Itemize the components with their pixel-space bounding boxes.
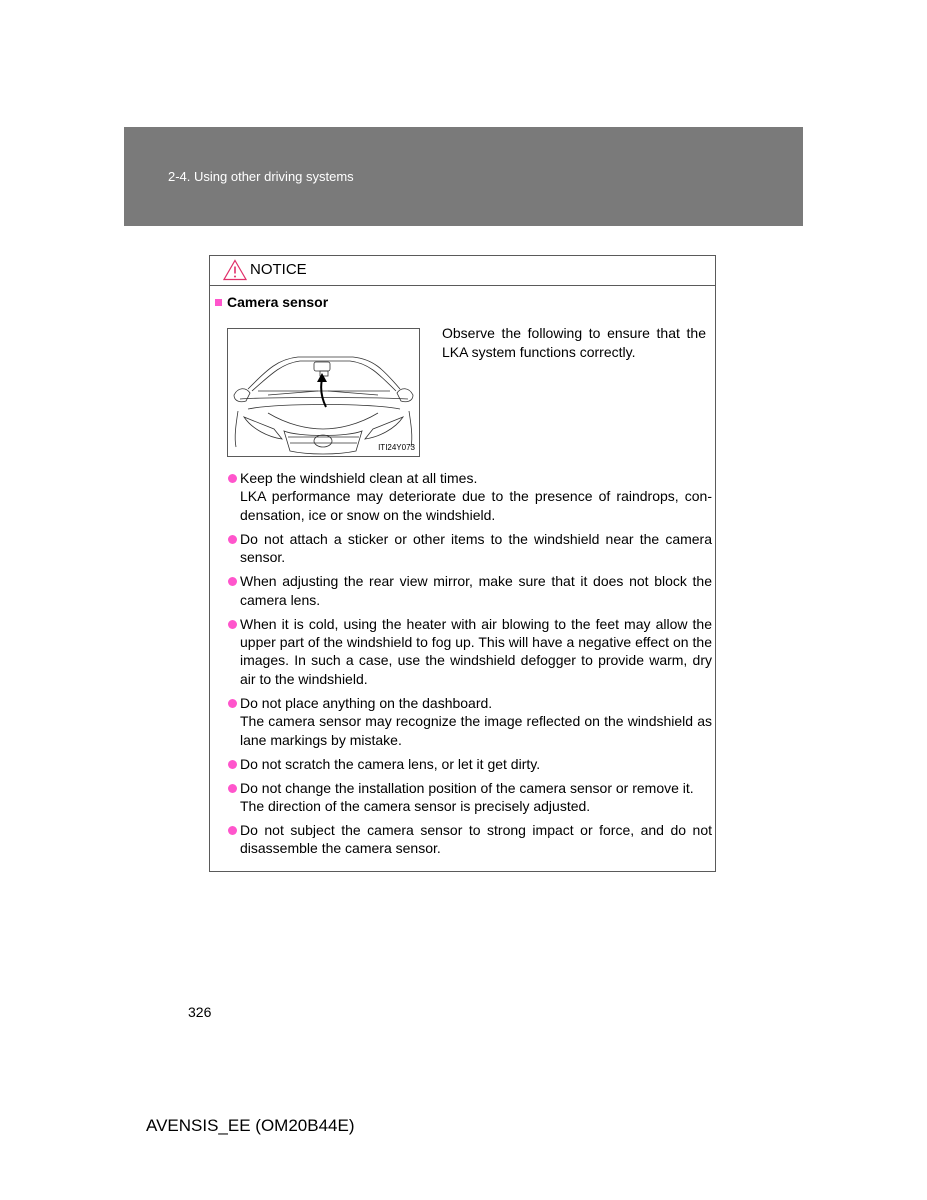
square-bullet-icon [215, 299, 222, 306]
bullet-dot-icon [228, 760, 237, 769]
bullet-dot-icon [228, 620, 237, 629]
list-item: Do not attach a sticker or other items to the windshield near the camera sensor. [227, 530, 712, 567]
list-item: When it is cold, using the heater with air blowing to the feet may allow the upper part of the windshield to fog up. This will have a negative effect on the images. In such a case, use the windshield defogger to provide warm, dry air to the windshield. [227, 615, 712, 689]
list-item: When adjusting the rear view mirror, make sure that it does not block the camera lens. [227, 572, 712, 609]
list-item: Do not subject the camera sensor to strong impact or force, and do not disassemble the camera sensor. [227, 821, 712, 858]
warning-icon [223, 259, 247, 281]
list-item: Do not scratch the camera lens, or let it get dirty. [227, 755, 712, 773]
notice-box [209, 255, 716, 872]
precaution-list [227, 469, 712, 863]
bullet-dot-icon [228, 535, 237, 544]
list-item: Keep the windshield clean at all times. LKA performance may deteriorate due to the presence of raindrops, con-densation, ice or snow on the windshield. [227, 469, 712, 524]
camera-sensor-illustration [227, 328, 420, 457]
subsection-heading-text: Camera sensor [227, 294, 329, 310]
car-windshield-drawing [228, 329, 419, 456]
notice-label: NOTICE [250, 261, 307, 278]
section-header-band [124, 127, 803, 226]
list-item: Do not change the installation position of the camera sensor or remove it. The direction of the camera sensor is precisely adjusted. [227, 779, 712, 816]
intro-paragraph: Observe the following to ensure that the LKA system functions correctly. [442, 325, 706, 360]
bullet-dot-icon [228, 784, 237, 793]
bullet-dot-icon [228, 577, 237, 586]
subsection-heading [215, 294, 328, 310]
model-code: AVENSIS_EE (OM20B44E) [146, 1116, 355, 1135]
figure-code: ITI24Y073 [378, 443, 415, 452]
list-item: Do not place anything on the dashboard. The camera sensor may recognize the image reflected on the windshield as lane markings by mistake. [227, 694, 712, 749]
notice-header [210, 256, 715, 286]
bullet-dot-icon [228, 699, 237, 708]
bullet-dot-icon [228, 826, 237, 835]
page-number: 326 [188, 1004, 212, 1020]
bullet-dot-icon [228, 474, 237, 483]
section-title: 2-4. Using other driving systems [168, 169, 354, 184]
